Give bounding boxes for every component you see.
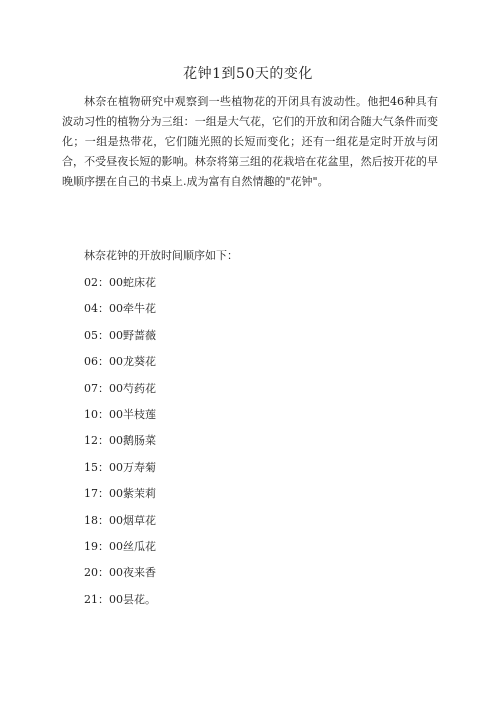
- list-item: 19：00丝瓜花: [84, 539, 156, 553]
- list-item: 04：00牵牛花: [84, 302, 156, 316]
- list-item: 12：00鹅肠菜: [84, 434, 156, 448]
- list-item: 18：00烟草花: [84, 513, 156, 527]
- list-intro: 林奈花钟的开放时间顺序如下：: [84, 249, 238, 262]
- list-item: 21：00昙花。: [84, 592, 156, 606]
- flower-clock-list: [84, 273, 156, 616]
- paragraph-text: 林奈在植物研究中观察到一些植物花的开闭具有波动性。他把46种具有波动习性的植物分为三组：一组是大气花，它们的开放和闭合随大气条件而变化；一组是热带花，它们随光照的长短而变化；还有一组花是定时开放与闭合，不受昼夜长短的影响。林奈将第三组的花栽培在花盆里，然后按开花的早晚顺序摆在自己的书桌上.成为富有自然情趣的"花钟"。: [62, 95, 438, 188]
- list-item: 15：00万寿菊: [84, 460, 156, 474]
- body-paragraph: [62, 92, 438, 192]
- list-item: 02：00蛇床花: [84, 276, 156, 289]
- list-item: 06：00龙葵花: [84, 355, 156, 369]
- list-item: 07：00芍药花: [84, 381, 156, 395]
- document-title: 花钟1到50天的变化: [183, 66, 313, 82]
- list-item: 10：00半枝莲: [84, 407, 156, 421]
- list-item: 05：00野蔷薇: [84, 328, 156, 342]
- list-item: 17：00紫茉莉: [84, 487, 156, 501]
- list-item: 20：00夜来香: [84, 566, 156, 580]
